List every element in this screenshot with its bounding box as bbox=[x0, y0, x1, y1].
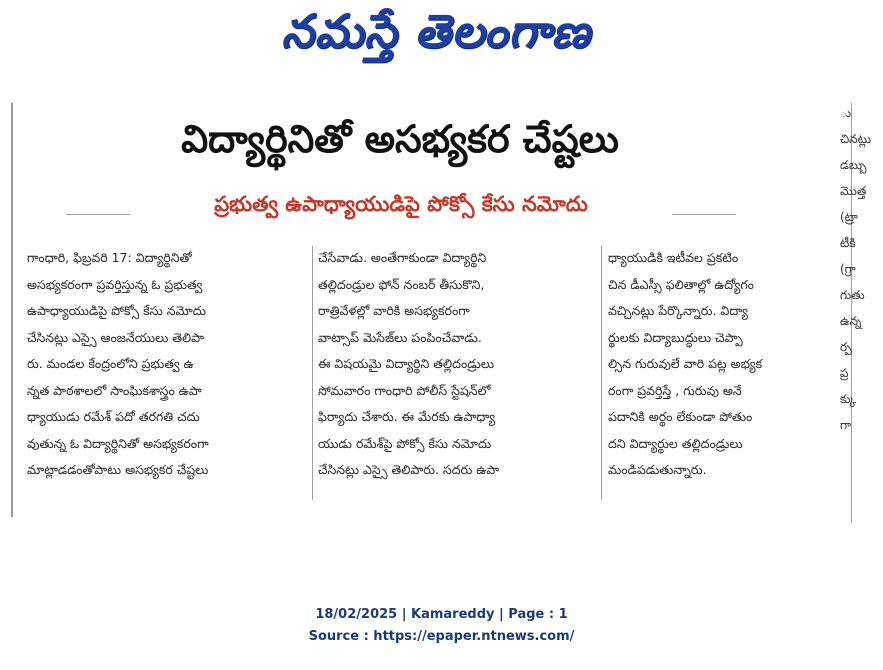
column-line: ఉపాధ్యాయుడిపై పోక్సో కేసు నమోదు bbox=[27, 303, 206, 318]
column-line: ర్థులకు విద్యాబుద్ధులు చెప్పా bbox=[608, 329, 743, 345]
column-line: పదానికి అర్థం లేకుండా పోతుం bbox=[608, 409, 753, 424]
column-line: చేసేవాడు. అంతేగాకుండా విద్యార్థిని bbox=[318, 250, 487, 265]
subheadline-rule-right bbox=[672, 214, 736, 215]
footer-date-edition: 18/02/2025 | Kamareddy | Page : 1 bbox=[315, 607, 568, 622]
column-line: గాంధారి, ఫిబ్రవరి 17: విద్యార్థినితో bbox=[27, 250, 192, 265]
column-line: ఫిర్యాదు చేశారు. ఈ మేరకు ఉపాధ్యా bbox=[318, 409, 496, 424]
fragment-line: చినట్లు bbox=[840, 132, 872, 146]
subheadline-rule-left bbox=[66, 214, 130, 215]
column-line: రు. మండల కేంద్రంలోని ప్రభుత్వ ఉ bbox=[27, 356, 194, 371]
adjacent-article-fragment bbox=[840, 100, 883, 438]
fragment-line: టీకి bbox=[840, 236, 856, 250]
column-line: వుతున్న ఓ విద్యార్థినితో అసభ్యకరంగా bbox=[27, 435, 209, 451]
column-line: అసభ్యకరంగా ప్రవర్తిస్తున్న ఓ ప్రభుత్వ bbox=[27, 276, 203, 292]
column-line: సోమవారం గాంధారి పోలీస్ స్టేషన్‌లో bbox=[318, 382, 491, 398]
column-line: ఈ విషయమై విద్యార్థిని తల్లిదండ్రులు bbox=[318, 356, 495, 371]
fragment-line: (ట్రా bbox=[840, 210, 858, 224]
clip-left-border bbox=[11, 103, 13, 517]
article-column-2 bbox=[318, 245, 590, 484]
fragment-line: గుతు bbox=[840, 288, 865, 302]
column-line: చేసినట్లు ఎస్సై తెలిపారు. సదరు ఉపా bbox=[318, 462, 500, 477]
column-line: వాట్సాప్ మెసేజ్‌లు పంపించేవాడు. bbox=[318, 329, 482, 345]
column-line: చిన డీఎస్సీ ఫలితాల్లో ఉద్యోగం bbox=[608, 276, 754, 292]
fragment-line: ఉన్న bbox=[840, 314, 862, 328]
column-line: ధ్యాయుడు రమేశ్ పదో తరగతి చదు bbox=[27, 409, 200, 424]
newspaper-masthead-logo: నమస్తే తెలంగాణ bbox=[281, 4, 591, 58]
column-divider bbox=[312, 246, 313, 500]
column-line: ధ్యాయుడికి ఇటీవల ప్రకటిం bbox=[608, 250, 739, 265]
fragment-line: ర్ప bbox=[840, 340, 852, 354]
column-line: రంగా ప్రవర్తిస్తే , గురువు అనే bbox=[608, 382, 742, 398]
fragment-line: క్కు bbox=[840, 392, 857, 406]
column-line: ల్సిన గురువులే వారి పట్ల అభ్యక bbox=[608, 356, 763, 371]
fragment-line: డబ్బు bbox=[840, 158, 867, 172]
article-column-3 bbox=[608, 245, 840, 484]
column-line: రాత్రివేళల్లో వారికి అసభ్యకరంగా bbox=[318, 303, 470, 318]
column-line: చేసినట్లు ఎస్సై ఆంజనేయులు తెలిపా bbox=[27, 329, 205, 345]
column-line: న్నత పాఠశాలలో సాంఘికశాస్త్రం ఉపా bbox=[27, 382, 202, 398]
subheadline-row bbox=[66, 190, 736, 224]
fragment-line: మొత్త bbox=[840, 184, 867, 198]
page-footer bbox=[0, 604, 883, 648]
fragment-line: ప్ర bbox=[840, 366, 849, 380]
column-divider bbox=[601, 246, 602, 500]
column-line: వచ్చినట్లు పేర్కొన్నారు. విద్యా bbox=[608, 303, 749, 318]
fragment-line: (గ్రా bbox=[840, 262, 856, 276]
column-line: మండిపడుతున్నారు. bbox=[608, 462, 707, 477]
column-line: తల్లిదండ్రుల ఫోన్ నంబర్ తీసుకొని, bbox=[318, 276, 485, 292]
column-line: దని విద్యార్థుల తల్లిదండ్రులు bbox=[608, 435, 743, 451]
article-column-1 bbox=[27, 245, 309, 484]
fragment-line: గా bbox=[840, 418, 852, 432]
article-headline: విద్యార్థినితో అసభ్యకర చేష్టలు bbox=[181, 117, 619, 161]
fragment-line: ు bbox=[840, 106, 852, 120]
column-line: యుడు రమేశ్‌పై పోక్సో కేసు నమోదు bbox=[318, 435, 492, 451]
footer-source-link[interactable]: Source : https://epaper.ntnews.com/ bbox=[308, 629, 575, 644]
article-subheadline: ప్రభుత్వ ఉపాధ్యాయుడిపై పోక్సో కేసు నమోదు bbox=[214, 192, 588, 216]
column-line: మాట్లాడడంతోపాటు అసభ్యకర చేష్టలు bbox=[27, 462, 209, 477]
